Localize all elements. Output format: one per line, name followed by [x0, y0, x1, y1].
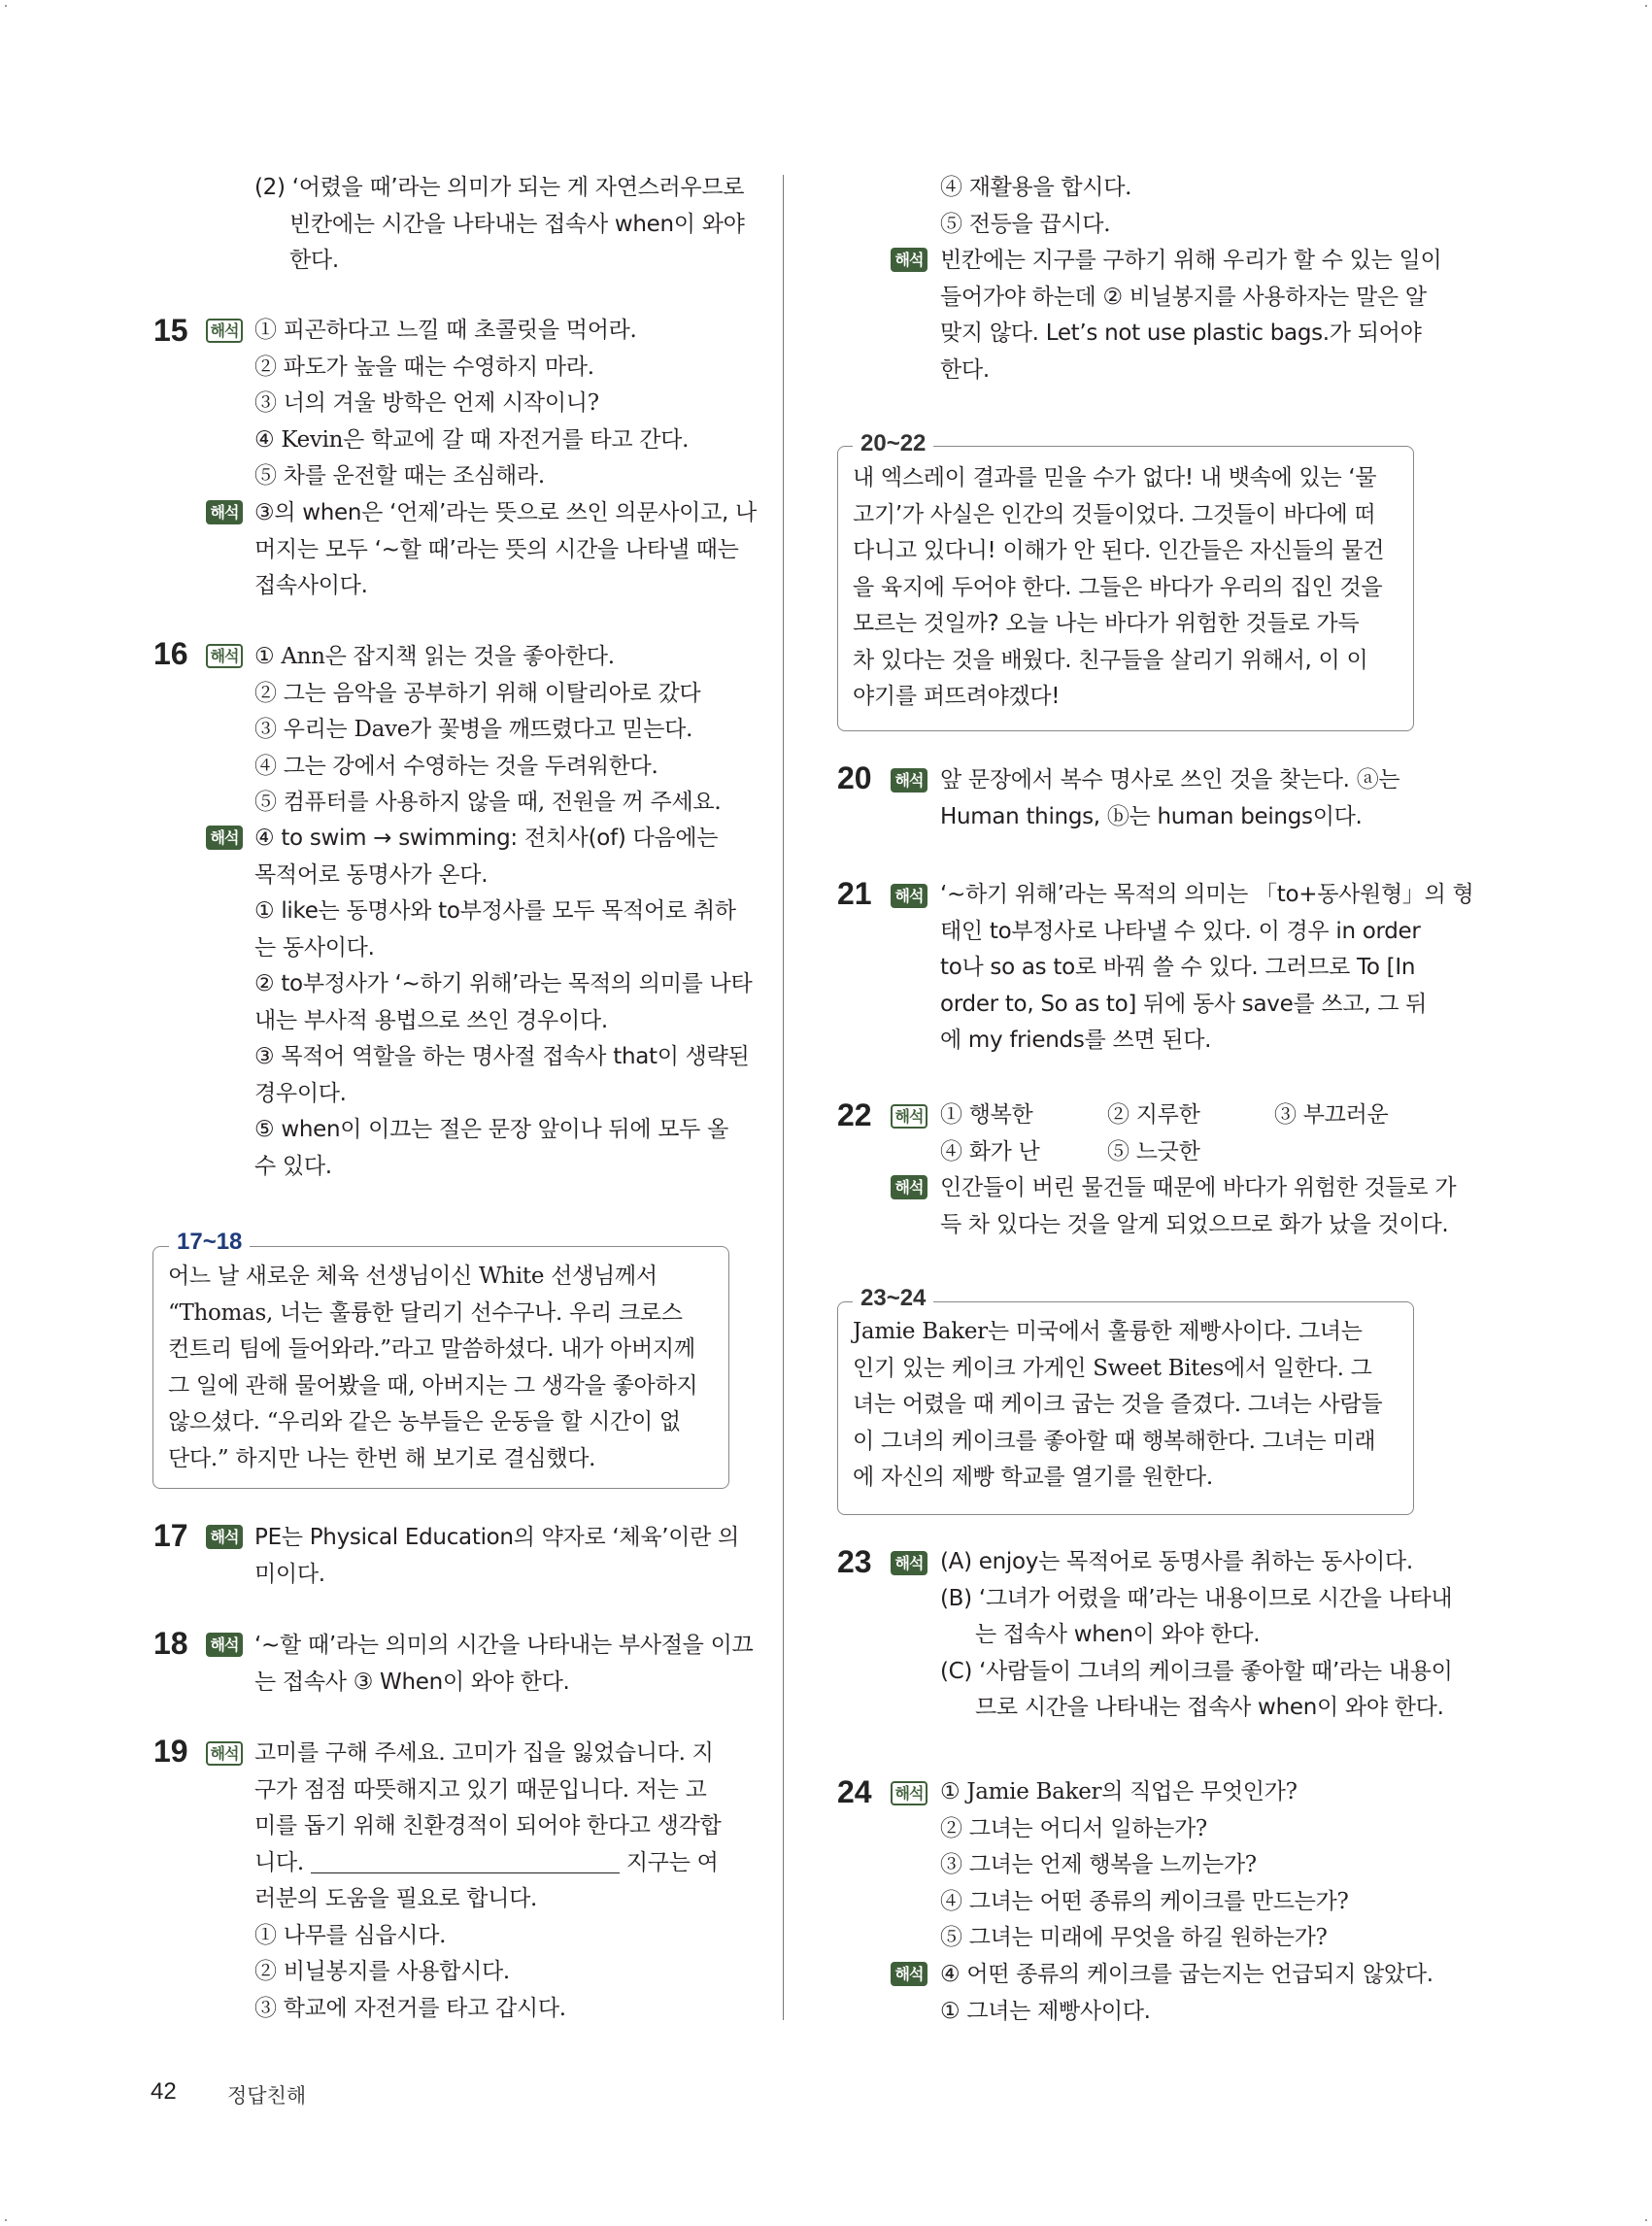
- question-number: 24: [837, 1774, 872, 1809]
- text-line: ⑤ 전등을 끕시다.: [940, 211, 1111, 237]
- question-number: 18: [153, 1626, 188, 1661]
- text-line: ④ to swim → swimming: 전치사(of) 다음에는: [254, 826, 719, 851]
- q22-explanation: [940, 1170, 1456, 1243]
- text-line: ② to부정사가 ‘~하기 위해’라는 목적의 의미를 나타: [254, 971, 753, 996]
- option: ④ 화가 난: [940, 1138, 1040, 1164]
- text-line: ⑤ 그녀는 미래에 무엇을 하길 원하는가?: [940, 1925, 1328, 1950]
- text-line: PE는 Physical Education의 약자로 ‘체육’이란 의: [254, 1525, 740, 1550]
- section-label: 정답친해: [227, 2084, 307, 2108]
- passage-box-23-24: [837, 1301, 1414, 1515]
- text-line: 접속사이다.: [254, 573, 368, 598]
- text-line: 경우이다.: [254, 1080, 347, 1106]
- q19-choices-continued: [940, 170, 1131, 243]
- translation-tag: 해석: [206, 644, 243, 668]
- option: ① 행복한: [940, 1102, 1033, 1128]
- text-line: 미를 돕기 위해 친환경적이 되어야 한다고 생각합: [254, 1813, 722, 1838]
- question-number: 15: [153, 313, 188, 348]
- question-number: 21: [837, 876, 872, 911]
- q15-explanation: [254, 495, 757, 605]
- text-line: 머지는 모두 ‘~할 때’라는 뜻의 시간을 나타낼 때는: [254, 536, 739, 562]
- text-line: (2) ‘어렸을 때’라는 의미가 되는 게 자연스러우므로: [254, 175, 745, 200]
- explanation-tag: 해석: [206, 826, 243, 850]
- explanation-tag: 해석: [891, 1962, 927, 1986]
- text-line: Jamie Baker는 미국에서 훌륭한 제빵사이다. 그녀는: [853, 1319, 1363, 1344]
- text-line: 러분의 도움을 필요로 합니다.: [254, 1886, 538, 1911]
- text-line: ④ 어떤 종류의 케이크를 굽는지는 언급되지 않았다.: [940, 1962, 1433, 1987]
- text-line: ③ 그녀는 언제 행복을 느끼는가?: [940, 1852, 1257, 1877]
- q14-continuation: [254, 170, 745, 280]
- text-line: 그 일에 관해 물어봤을 때, 아버지는 그 생각을 좋아하지: [168, 1372, 698, 1399]
- question-number: 20: [837, 760, 872, 795]
- text-line: ‘~하기 위해’라는 목적의 의미는 「to+동사원형」의 형: [940, 882, 1474, 907]
- passage-text: [853, 460, 1384, 716]
- text-line: ② 파도가 높을 때는 수영하지 마라.: [254, 354, 594, 380]
- q19-explanation: [940, 243, 1441, 388]
- text-line: 태인 to부정사로 나타낼 수 있다. 이 경우 in order: [940, 918, 1421, 944]
- explanation-tag: 해석: [206, 1633, 243, 1657]
- passage-range-title: 23~24: [853, 1285, 933, 1312]
- text-line: 고기’가 사실은 인간의 것들이었다. 그것들이 바다에 떠: [853, 501, 1376, 527]
- text-line: ① 그녀는 제빵사이다.: [940, 1998, 1151, 2024]
- text-line: ① 나무를 심읍시다.: [254, 1922, 447, 1948]
- text-line: 고미를 구해 주세요. 고미가 집을 잃었습니다. 지: [254, 1740, 714, 1766]
- text-line: ② 그녀는 어디서 일하는가?: [940, 1815, 1207, 1841]
- text-line: ① like는 동명사와 to부정사를 모두 목적어로 취하: [254, 898, 736, 924]
- text-line: 에 자신의 제빵 학교를 열기를 원한다.: [853, 1465, 1213, 1490]
- question-number: 22: [837, 1097, 872, 1132]
- text-line: 녀는 어렸을 때 케이크 굽는 것을 즐겼다. 그녀는 사람들: [853, 1392, 1383, 1417]
- q21-explanation: [940, 877, 1473, 1060]
- text-line: 맞지 않다. Let’s not use plastic bags.가 되어야: [940, 320, 1422, 346]
- text-line: 야기를 퍼뜨려야겠다!: [853, 684, 1061, 709]
- option: ⑤ 느긋한: [1107, 1138, 1200, 1164]
- explanation-tag: 해석: [891, 884, 927, 908]
- text-line: ‘~할 때’라는 의미의 시간을 나타내는 부사절을 이끄: [254, 1633, 754, 1658]
- q17-explanation: [254, 1520, 739, 1593]
- q24-translation: [940, 1774, 1348, 1957]
- text-line: Human things, ⓑ는 human beings이다.: [940, 803, 1363, 829]
- text-line: ① Jamie Baker의 직업은 무엇인가?: [940, 1779, 1298, 1804]
- text-line: 므로 시간을 나타내는 접속사 when이 와야 한다.: [975, 1695, 1444, 1720]
- text-line: ④ 재활용을 합시다.: [940, 175, 1132, 200]
- q16-explanation: [254, 821, 752, 1185]
- option: ② 지루한: [1107, 1102, 1200, 1128]
- text-line: ④ 그녀는 어떤 종류의 케이크를 만드는가?: [940, 1888, 1349, 1914]
- text-line: 는 접속사 ③ When이 와야 한다.: [254, 1669, 570, 1695]
- passage-text: [168, 1259, 697, 1477]
- option: ③ 부끄러운: [1274, 1102, 1389, 1128]
- text-line: [254, 1845, 721, 1882]
- explanation-tag: 해석: [891, 768, 927, 793]
- text-line: ② 그는 음악을 공부하기 위해 이탈리아로 갔다: [254, 680, 701, 706]
- option-row: [940, 1134, 1388, 1171]
- text-line: ③ 학교에 자전거를 타고 갑시다.: [254, 1995, 566, 2021]
- page-number: 42: [151, 2078, 177, 2105]
- text-line: 수 있다.: [254, 1153, 332, 1179]
- passage-box-20-22: [837, 446, 1414, 731]
- answer-blank: [311, 1847, 620, 1873]
- text-line: 는 접속사 when이 와야 한다.: [975, 1622, 1261, 1647]
- translation-tag: 해석: [891, 1104, 927, 1129]
- q23-explanation: [940, 1544, 1453, 1727]
- crop-mark: [5, 2219, 7, 2221]
- q15-translation: [254, 313, 689, 495]
- text-line: 어느 날 새로운 체육 선생님이신 White 선생님께서: [168, 1264, 657, 1289]
- question-number: 17: [153, 1518, 188, 1553]
- text-line: 을 육지에 두어야 한다. 그들은 바다가 우리의 집인 것을: [853, 574, 1383, 600]
- question-number: 19: [153, 1734, 188, 1769]
- passage-text: [853, 1314, 1382, 1497]
- text-line: 앞 문장에서 복수 명사로 쓰인 것을 찾는다. ⓐ는: [940, 767, 1400, 793]
- text-line: 모르는 것일까? 오늘 나는 바다가 위험한 것들로 가득: [853, 611, 1360, 636]
- text-line: ③ 너의 겨울 방학은 언제 시작이니?: [254, 390, 599, 416]
- text-line: (A) enjoy는 목적어로 동명사를 취하는 동사이다.: [940, 1549, 1413, 1574]
- text-fragment: 지구는 여: [625, 1849, 719, 1875]
- text-line: 않으셨다. “우리와 같은 농부들은 운동을 할 시간이 없: [168, 1409, 681, 1434]
- text-line: 차 있다는 것을 배웠다. 친구들을 살리기 위해서, 이 이: [853, 647, 1368, 673]
- explanation-tag: 해석: [206, 500, 243, 524]
- q20-explanation: [940, 762, 1399, 835]
- crop-mark: [1645, 5, 1647, 7]
- text-line: 내는 부사적 용법으로 쓰인 경우이다.: [254, 1007, 608, 1033]
- text-line: ③ 목적어 역할을 하는 명사절 접속사 that이 생략된: [254, 1044, 750, 1069]
- explanation-tag: 해석: [891, 248, 927, 272]
- text-line: ② 비닐봉지를 사용합시다.: [254, 1959, 510, 1984]
- text-line: 단다.” 하지만 나는 한번 해 보기로 결심했다.: [168, 1445, 596, 1471]
- text-line: ⑤ 컴퓨터를 사용하지 않을 때, 전원을 꺼 주세요.: [254, 790, 722, 815]
- text-line: ④ Kevin은 학교에 갈 때 자전거를 타고 간다.: [254, 426, 690, 453]
- text-line: 에 my friends를 쓰면 된다.: [940, 1028, 1212, 1053]
- text-line: 빈칸에는 지구를 구하기 위해 우리가 할 수 있는 일이: [940, 248, 1442, 273]
- text-line: 내 엑스레이 결과를 믿을 수가 없다! 내 뱃속에 있는 ‘물: [853, 465, 1377, 490]
- text-line: ③의 when은 ‘언제’라는 뜻으로 쓰인 의문사이고, 나: [254, 500, 757, 525]
- text-line: ⑤ 차를 운전할 때는 조심해라.: [254, 463, 545, 489]
- text-line: 컨트리 팀에 들어와라.”라고 말씀하셨다. 내가 아버지께: [168, 1336, 695, 1362]
- question-number: 23: [837, 1544, 872, 1579]
- text-line: ① Ann은 잡지책 읽는 것을 좋아한다.: [254, 644, 615, 669]
- text-line: 이 그녀의 케이크를 좋아할 때 행복해한다. 그녀는 미래: [853, 1428, 1376, 1454]
- option-row: [940, 1097, 1388, 1134]
- explanation-tag: 해석: [891, 1175, 927, 1199]
- crop-mark: [1645, 2219, 1647, 2221]
- crop-mark: [5, 5, 7, 7]
- text-fragment: 니다.: [254, 1849, 304, 1875]
- text-line: “Thomas, 너는 훌륭한 달리기 선수구나. 우리 크로스: [168, 1299, 683, 1326]
- translation-tag: 해석: [206, 319, 243, 343]
- text-line: 미이다.: [254, 1561, 325, 1587]
- q16-translation: [254, 639, 721, 822]
- text-line: 목적어로 동명사가 온다.: [254, 861, 489, 888]
- question-number: 16: [153, 636, 188, 671]
- q18-explanation: [254, 1628, 753, 1701]
- text-line: 는 동사이다.: [254, 934, 375, 961]
- passage-box-17-18: [152, 1246, 729, 1489]
- text-line: 한다.: [289, 248, 339, 273]
- text-line: 인기 있는 케이크 가게인 Sweet Bites에서 일한다. 그: [853, 1355, 1372, 1381]
- text-line: order to, So as to] 뒤에 동사 save를 쓰고, 그 뒤: [940, 991, 1428, 1017]
- text-line: 다니고 있다니! 이해가 안 된다. 인간들은 자신들의 물건: [853, 538, 1385, 563]
- explanation-tag: 해석: [891, 1551, 927, 1575]
- text-line: 빈칸에는 시간을 나타내는 접속사 when이 와야: [289, 211, 745, 237]
- text-line: to나 so as to로 바꿔 쓸 수 있다. 그러므로 To [In: [940, 955, 1416, 980]
- text-line: ① 피곤하다고 느낄 때 초콜릿을 먹어라.: [254, 318, 637, 343]
- text-line: ④ 그는 강에서 수영하는 것을 두려워한다.: [254, 753, 658, 779]
- q22-options: [940, 1097, 1388, 1170]
- text-line: (C) ‘사람들이 그녀의 케이크를 좋아할 때’라는 내용이: [940, 1658, 1453, 1684]
- translation-tag: 해석: [891, 1781, 927, 1805]
- text-line: ⑤ when이 이끄는 절은 문장 앞이나 뒤에 모두 올: [254, 1117, 729, 1142]
- passage-range-title: 17~18: [169, 1229, 250, 1256]
- text-line: 구가 점점 따뜻해지고 있기 때문입니다. 저는 고: [254, 1776, 707, 1803]
- text-line: (B) ‘그녀가 어렸을 때’라는 내용이므로 시간을 나타내: [940, 1585, 1453, 1611]
- text-line: 득 차 있다는 것을 알게 되었으므로 화가 났을 것이다.: [940, 1211, 1449, 1237]
- text-line: 인간들이 버린 물건들 때문에 바다가 위험한 것들로 가: [940, 1175, 1457, 1200]
- column-divider: [783, 175, 784, 2020]
- translation-tag: 해석: [206, 1741, 243, 1766]
- q19-translation: [254, 1736, 721, 2027]
- explanation-tag: 해석: [206, 1525, 243, 1549]
- text-line: ③ 우리는 Dave가 꽃병을 깨뜨렸다고 믿는다.: [254, 717, 693, 742]
- passage-range-title: 20~22: [853, 430, 933, 457]
- text-line: 들어가야 하는데 ② 비닐봉지를 사용하자는 말은 알: [940, 284, 1427, 310]
- text-line: 한다.: [940, 356, 990, 383]
- q24-explanation: [940, 1957, 1433, 2030]
